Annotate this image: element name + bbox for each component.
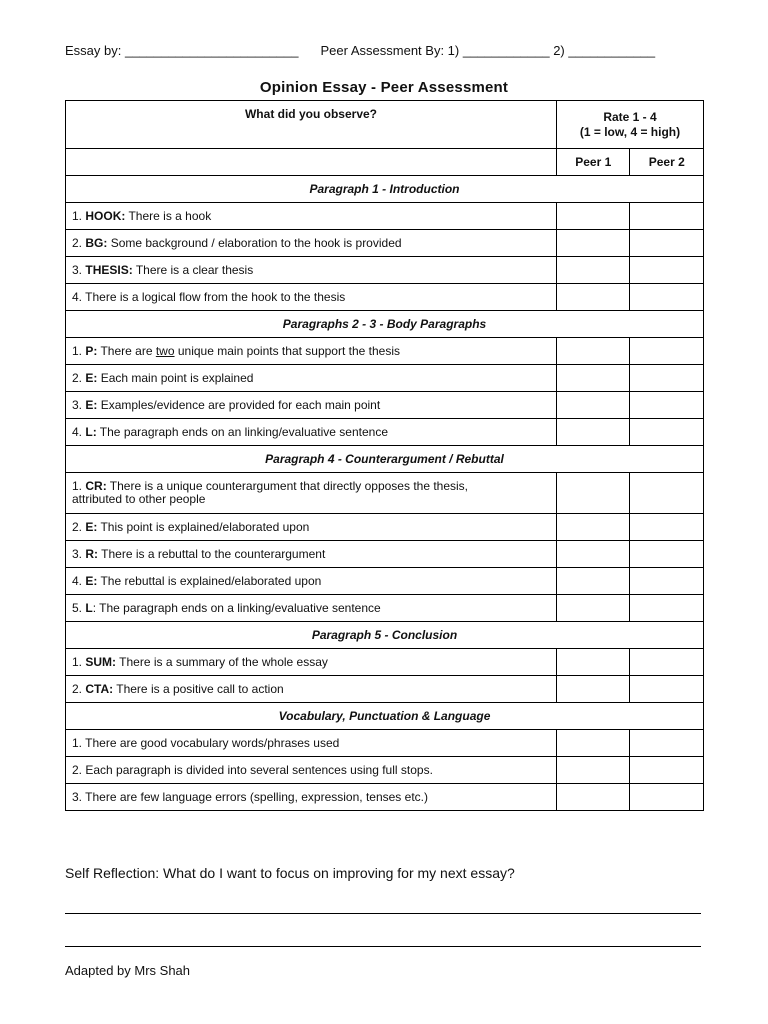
criteria-code: SUM: xyxy=(85,654,117,669)
criteria-row xyxy=(66,392,704,419)
criteria-text xyxy=(66,730,557,757)
section-row xyxy=(66,176,704,203)
criteria-number: 1. xyxy=(72,479,83,493)
self-reflection-prompt: Self Reflection: What do I want to focus on improving for my next essay? xyxy=(65,865,515,881)
criteria-number: 2. xyxy=(72,235,83,250)
section-row xyxy=(66,622,704,649)
criteria-code: L xyxy=(85,600,93,615)
peer1-header: Peer 1 xyxy=(557,149,630,176)
criteria-text xyxy=(66,784,557,811)
peer1-score-cell[interactable] xyxy=(557,365,630,392)
criteria-row xyxy=(66,541,704,568)
criteria-row xyxy=(66,419,704,446)
peer1-score-cell[interactable] xyxy=(557,541,630,568)
criteria-number: 2. xyxy=(72,762,83,777)
criteria-row xyxy=(66,257,704,284)
criteria-number: 1. xyxy=(72,208,83,223)
criteria-number: 1. xyxy=(72,735,83,750)
criteria-text xyxy=(66,595,557,622)
criteria-code: E: xyxy=(85,573,98,588)
criteria-description: This point is explained/elaborated upon xyxy=(97,519,310,534)
criteria-description: Some background / elaboration to the hook is provided xyxy=(107,235,402,250)
peer2-score-cell[interactable] xyxy=(630,284,704,311)
criteria-code: E: xyxy=(85,519,98,534)
peer2-score-cell[interactable] xyxy=(630,730,704,757)
peer2-score-cell[interactable] xyxy=(630,784,704,811)
criteria-row xyxy=(66,514,704,541)
criteria-row xyxy=(66,473,704,514)
criteria-row xyxy=(66,230,704,257)
criteria-number: 1. xyxy=(72,343,83,358)
criteria-row xyxy=(66,730,704,757)
criteria-code: R: xyxy=(85,546,99,561)
peer1-score-cell[interactable] xyxy=(557,473,630,514)
criteria-code: CR: xyxy=(85,479,107,493)
criteria-row xyxy=(66,595,704,622)
criteria-code: P: xyxy=(85,343,98,358)
criteria-text xyxy=(66,568,557,595)
peer2-score-cell[interactable] xyxy=(630,757,704,784)
section-title: Paragraph 1 - Introduction xyxy=(66,176,704,203)
section-row xyxy=(66,703,704,730)
peer1-score-cell[interactable] xyxy=(557,284,630,311)
rate-header xyxy=(557,101,704,149)
criteria-row xyxy=(66,784,704,811)
page-title: Opinion Essay - Peer Assessment xyxy=(259,79,509,96)
criteria-description: Each main point is explained xyxy=(97,370,254,385)
section-row xyxy=(66,311,704,338)
peer1-score-cell[interactable] xyxy=(557,257,630,284)
criteria-text xyxy=(66,676,557,703)
criteria-code: CTA: xyxy=(85,681,114,696)
peer1-score-cell[interactable] xyxy=(557,730,630,757)
criteria-description-cont: attributed to other people xyxy=(72,492,206,506)
credit-text: Adapted by Mrs Shah xyxy=(65,963,191,978)
criteria-text xyxy=(66,365,557,392)
criteria-text xyxy=(66,230,557,257)
criteria-text xyxy=(66,514,557,541)
criteria-description: There is a summary of the whole essay xyxy=(116,654,328,669)
peer2-score-cell[interactable] xyxy=(630,649,704,676)
peer1-score-cell[interactable] xyxy=(557,230,630,257)
criteria-description: There is a clear thesis xyxy=(132,262,254,277)
criteria-code: E: xyxy=(85,397,98,412)
criteria-text xyxy=(66,419,557,446)
peer1-score-cell[interactable] xyxy=(557,419,630,446)
criteria-row xyxy=(66,338,704,365)
criteria-code: E: xyxy=(85,370,98,385)
essay-by-field[interactable]: Essay by: ________________________ xyxy=(65,43,299,58)
criteria-number: 1. xyxy=(72,654,83,669)
section-title: Vocabulary, Punctuation & Language xyxy=(66,703,704,730)
section-row xyxy=(66,446,704,473)
section-title: Paragraph 4 - Counterargument / Rebuttal xyxy=(66,446,704,473)
criteria-row xyxy=(66,284,704,311)
criteria-description: The rebuttal is explained/elaborated upon xyxy=(97,573,322,588)
peer2-score-cell[interactable] xyxy=(630,514,704,541)
criteria-number: 3. xyxy=(72,397,83,412)
criteria-description: There are good vocabulary words/phrases used xyxy=(85,735,340,750)
criteria-description: There is a logical flow from the hook to the thesis xyxy=(85,289,346,304)
peer2-score-cell[interactable] xyxy=(630,365,704,392)
criteria-text xyxy=(66,649,557,676)
criteria-text-before: There are xyxy=(97,343,156,358)
criteria-description: There is a rebuttal to the counterargument xyxy=(98,546,326,561)
criteria-description: Each paragraph is divided into several sentences using full stops. xyxy=(85,762,433,777)
criteria-row xyxy=(66,676,704,703)
peer1-score-cell[interactable] xyxy=(557,595,630,622)
peer1-score-cell[interactable] xyxy=(557,676,630,703)
criteria-code: THESIS: xyxy=(85,262,133,277)
criteria-description: There is a unique counterargument that directly opposes the thesis, xyxy=(106,479,469,493)
section-title: Paragraphs 2 - 3 - Body Paragraphs xyxy=(66,311,704,338)
criteria-text xyxy=(66,392,557,419)
table-header-row xyxy=(66,101,704,149)
criteria-description: The paragraph ends on an linking/evaluative sentence xyxy=(96,424,389,439)
criteria-number: 2. xyxy=(72,519,83,534)
header-line xyxy=(65,43,655,58)
criteria-description: There is a positive call to action xyxy=(113,681,284,696)
criteria-code: BG: xyxy=(85,235,108,250)
reflection-line-2[interactable] xyxy=(65,946,701,947)
section-title: Paragraph 5 - Conclusion xyxy=(66,622,704,649)
criteria-row xyxy=(66,365,704,392)
criteria-text xyxy=(66,203,557,230)
criteria-number: 2. xyxy=(72,681,83,696)
criteria-text xyxy=(66,541,557,568)
criteria-description: Examples/evidence are provided for each main point xyxy=(97,397,381,412)
rubric-body xyxy=(66,176,704,811)
peer2-score-cell[interactable] xyxy=(630,338,704,365)
criteria-text xyxy=(66,338,557,365)
criteria-text xyxy=(66,257,557,284)
peer2-score-cell[interactable] xyxy=(630,392,704,419)
criteria-number: 3. xyxy=(72,546,83,561)
peer2-score-cell[interactable] xyxy=(630,203,704,230)
blank-cell xyxy=(66,149,557,176)
criteria-number: 3. xyxy=(72,789,83,804)
criteria-row xyxy=(66,568,704,595)
criteria-number: 2. xyxy=(72,370,83,385)
peer2-score-cell[interactable] xyxy=(630,541,704,568)
criteria-description: There are few language errors (spelling, expression, tenses etc.) xyxy=(85,789,428,804)
assessment-table xyxy=(65,100,704,811)
criteria-text xyxy=(66,757,557,784)
peer1-score-cell[interactable] xyxy=(557,514,630,541)
criteria-description: : The paragraph ends on a linking/evaluative sentence xyxy=(92,600,381,615)
peer1-score-cell[interactable] xyxy=(557,392,630,419)
criteria-number: 3. xyxy=(72,262,83,277)
peer1-score-cell[interactable] xyxy=(557,338,630,365)
peer1-score-cell[interactable] xyxy=(557,784,630,811)
peer2-score-cell[interactable] xyxy=(630,473,704,514)
peer2-score-cell[interactable] xyxy=(630,230,704,257)
reflection-line-1[interactable] xyxy=(65,913,701,914)
peer-header-row xyxy=(66,149,704,176)
peer2-score-cell[interactable] xyxy=(630,257,704,284)
criteria-row xyxy=(66,649,704,676)
criteria-number: 4. xyxy=(72,424,83,439)
rate-header-line1: Rate 1 - 4 xyxy=(603,109,657,124)
peer-assessment-by-field[interactable]: Peer Assessment By: 1) ____________ 2) ____________ xyxy=(320,43,656,58)
peer1-score-cell[interactable] xyxy=(557,203,630,230)
criteria-number: 4. xyxy=(72,289,83,304)
peer2-score-cell[interactable] xyxy=(630,568,704,595)
peer2-header: Peer 2 xyxy=(630,149,704,176)
peer1-score-cell[interactable] xyxy=(557,757,630,784)
rate-header-line2: (1 = low, 4 = high) xyxy=(579,124,681,139)
peer1-score-cell[interactable] xyxy=(557,649,630,676)
criteria-row xyxy=(66,203,704,230)
criteria-code: L: xyxy=(85,424,97,439)
peer2-score-cell[interactable] xyxy=(630,419,704,446)
peer2-score-cell[interactable] xyxy=(630,676,704,703)
criteria-underlined: two xyxy=(155,343,175,358)
criteria-description: There is a hook xyxy=(125,208,212,223)
criteria-row xyxy=(66,757,704,784)
criteria-number: 4. xyxy=(72,573,83,588)
criteria-text xyxy=(66,284,557,311)
criteria-number: 5. xyxy=(72,600,83,615)
criteria-text xyxy=(66,473,557,514)
observe-header: What did you observe? xyxy=(66,101,557,149)
peer1-score-cell[interactable] xyxy=(557,568,630,595)
peer2-score-cell[interactable] xyxy=(630,595,704,622)
criteria-description: unique main points that support the thesis xyxy=(174,343,401,358)
criteria-code: HOOK: xyxy=(85,208,126,223)
